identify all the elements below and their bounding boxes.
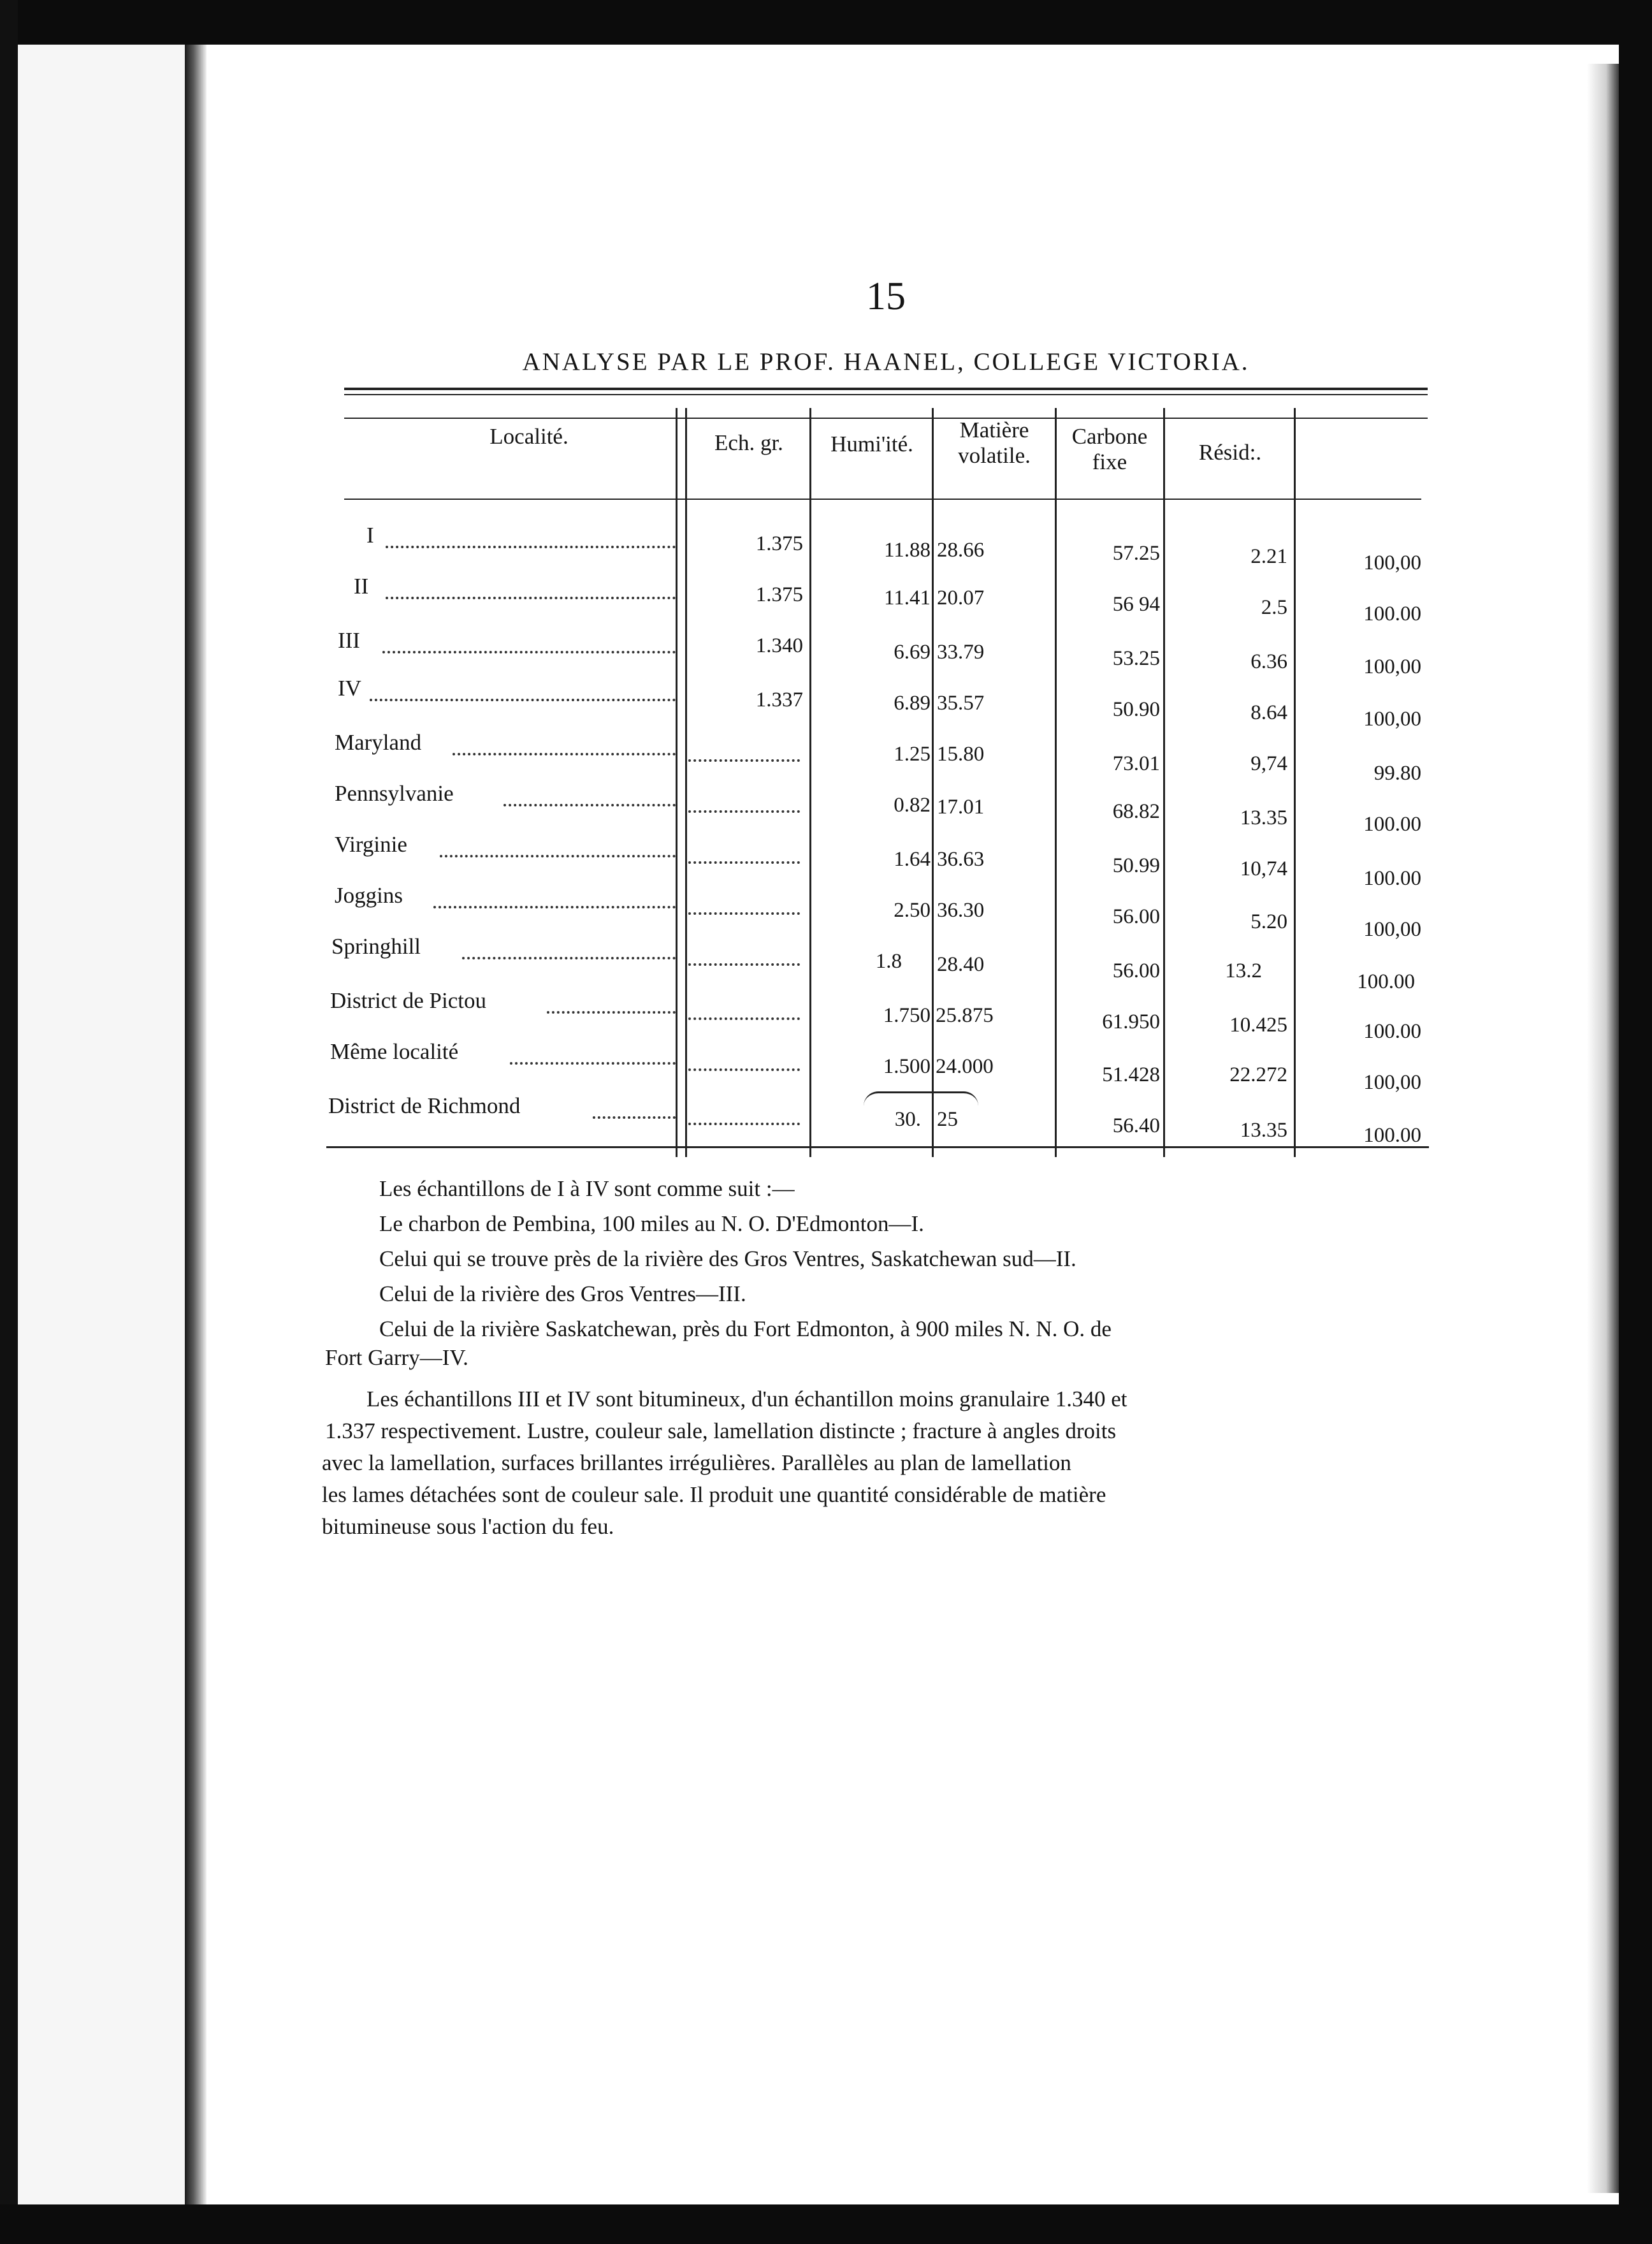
row-locality: Springhill [331,934,421,959]
leader-dots [382,651,676,653]
leader-dots [688,1017,800,1020]
cell-residu: 22.272 [1229,1063,1287,1086]
cell-carbone-fixe: 50.90 [1112,698,1160,721]
leader-dots [386,546,676,548]
previous-page-margin [18,45,185,2204]
cell-total: 100.00 [1363,1020,1421,1043]
scan-right-edge [1619,0,1652,2244]
column-divider [685,408,687,1157]
leader-dots [688,861,800,864]
cell-carbone-fixe: 56 94 [1112,593,1160,616]
leader-dots [504,804,676,806]
column-divider [932,408,934,1157]
cell-total: 100,00 [1363,551,1421,574]
note-line: Celui de la rivière Saskatchewan, près du Fort Edmonton, à 900 miles N. N. O. de [379,1316,1112,1341]
cell-humidite: 0.82 [894,794,931,817]
book-gutter [185,45,207,2204]
cell-total: 100.00 [1363,1124,1421,1147]
paragraph-line: avec la lamellation, surfaces brillantes irrégulières. Parallèles au plan de lamellation [322,1450,1071,1475]
cell-carbone-fixe: 61.950 [1102,1010,1160,1033]
cell-humidite: 30. [894,1108,921,1131]
row-locality: III [338,628,360,653]
cell-matiere-volatile: 25.875 [936,1004,994,1027]
leader-dots [433,906,676,908]
cell-residu: 8.64 [1250,701,1287,724]
header-humidite: Humi'ité. [830,432,913,456]
cell-matiere-volatile: 33.79 [937,641,985,664]
cell-matiere-volatile: 36.63 [937,848,985,871]
leader-dots [510,1062,676,1065]
row-locality: District de Richmond [328,1093,521,1118]
cell-humidite: 1.64 [894,848,931,871]
cell-carbone-fixe: 57.25 [1112,542,1160,565]
cell-ech-gr: 1.340 [755,634,803,657]
leader-dots [386,597,676,599]
paragraph-line: 1.337 respectivement. Lustre, couleur sale, lamellation distincte ; fracture à angles droits [325,1418,1117,1443]
leader-dots [688,1123,800,1125]
leader-dots [370,699,676,701]
cell-humidite: 11.88 [883,539,931,562]
column-divider [1294,408,1296,1157]
cell-residu: 2.21 [1250,545,1287,568]
row-locality: Joggins [335,883,403,908]
cell-humidite: 1.500 [883,1055,931,1078]
cell-matiere-volatile: 36.30 [937,899,985,922]
cell-total: 99.80 [1373,762,1421,785]
scan-bottom-edge [0,2204,1652,2244]
header-residu: Résid:. [1198,440,1262,465]
cell-residu: 13.35 [1240,1119,1287,1142]
paragraph-line: bitumineuse sous l'action du feu. [322,1514,614,1539]
cell-carbone-fixe: 73.01 [1112,752,1160,775]
cell-ech-gr: 1.375 [755,583,803,606]
leader-dots [688,810,800,813]
cell-matiere-volatile: 28.66 [937,539,985,562]
cell-residu: 6.36 [1250,650,1287,673]
cell-matiere-volatile: 15.80 [937,743,985,766]
header-carbone-fixe: Carbone fixe [1071,424,1148,474]
cell-residu: 2.5 [1261,596,1287,619]
cell-residu: 10.425 [1229,1014,1287,1037]
cell-humidite: 1.25 [894,743,931,766]
row-locality: Pennsylvanie [335,781,454,806]
cell-humidite: 6.89 [894,692,931,715]
leader-dots [593,1116,676,1119]
table-bottom-rule [326,1146,1429,1148]
row-locality: Virginie [335,832,407,857]
paragraph-line: Les échantillons III et IV sont bitumineux, d'un échantillon moins granulaire 1.340 et [366,1387,1127,1411]
page-right-shadow [1587,64,1619,2193]
paragraph-line: les lames détachées sont de couleur sale. Il produit une quantité considérable de matière [322,1482,1106,1507]
row-locality: IV [338,676,361,701]
cell-total: 100.00 [1363,813,1421,836]
cell-residu: 10,74 [1240,857,1287,880]
column-divider [809,408,811,1157]
cell-total: 100,00 [1363,708,1421,731]
cell-humidite: 6.69 [894,641,931,664]
column-divider [1163,408,1165,1157]
page-number: 15 [866,275,906,318]
cell-matiere-volatile: 35.57 [937,692,985,715]
leader-dots [688,759,800,762]
cell-matiere-volatile: 25 [937,1108,958,1131]
cell-residu: 9,74 [1250,752,1287,775]
row-locality: I [366,523,374,548]
row-locality: Même localité [330,1039,459,1064]
cell-carbone-fixe: 51.428 [1102,1063,1160,1086]
cell-carbone-fixe: 56.40 [1112,1114,1160,1137]
cell-residu: 13.2 [1225,959,1262,982]
cell-matiere-volatile: 24.000 [936,1055,994,1078]
table-top-rule [344,388,1428,390]
leader-dots [688,912,800,915]
note-line: Celui de la rivière des Gros Ventres—III. [379,1281,746,1306]
note-line: Le charbon de Pembina, 100 miles au N. O. D'Edmonton—I. [379,1211,924,1236]
cell-carbone-fixe: 50.99 [1112,854,1160,877]
column-divider [676,408,677,1157]
cell-ech-gr: 1.375 [755,532,803,555]
cell-carbone-fixe: 68.82 [1112,800,1160,823]
cell-total: 100,00 [1363,918,1421,941]
scan-top-edge [0,0,1652,45]
leader-dots [547,1011,676,1014]
leader-dots [440,855,676,857]
cell-carbone-fixe: 56.00 [1112,905,1160,928]
table-header-bottom-rule [344,499,1421,500]
brace-icon [864,1091,978,1106]
leader-dots [462,957,676,959]
row-locality: District de Pictou [330,988,486,1013]
cell-carbone-fixe: 53.25 [1112,647,1160,670]
leader-dots [688,963,800,966]
scan-left-edge [0,0,18,2244]
cell-residu: 13.35 [1240,806,1287,829]
table-top-rule-thin [344,394,1428,395]
cell-total: 100,00 [1363,655,1421,678]
leader-dots [453,753,676,755]
note-line: Celui qui se trouve près de la rivière des Gros Ventres, Saskatchewan sud—II. [379,1246,1076,1271]
note-line: Fort Garry—IV. [325,1345,468,1370]
cell-humidite: 1.8 [875,950,902,973]
cell-matiere-volatile: 17.01 [937,796,985,819]
leader-dots [688,1068,800,1071]
header-ech-gr: Ech. gr. [714,430,783,455]
row-locality: II [354,574,369,599]
cell-total: 100.00 [1363,602,1421,625]
page-title: ANALYSE PAR LE PROF. HAANEL, COLLEGE VICTORIA. [522,348,1250,375]
cell-total: 100,00 [1363,1071,1421,1094]
cell-matiere-volatile: 20.07 [937,586,985,609]
cell-carbone-fixe: 56.00 [1112,959,1160,982]
cell-matiere-volatile: 28.40 [937,953,985,976]
cell-total: 100.00 [1363,867,1421,890]
note-line: Les échantillons de I à IV sont comme suit :— [379,1176,795,1201]
cell-residu: 5.20 [1250,910,1287,933]
row-locality: Maryland [335,730,422,755]
cell-ech-gr: 1.337 [755,688,803,711]
header-matiere-volatile: Matière volatile. [958,418,1031,468]
column-divider [1055,408,1057,1157]
table-header-rule [344,418,1428,419]
cell-humidite: 2.50 [894,899,931,922]
cell-total: 100.00 [1357,970,1415,993]
header-localite: Localité. [489,424,569,449]
cell-humidite: 11.41 [883,586,931,609]
cell-humidite: 1.750 [883,1004,931,1027]
